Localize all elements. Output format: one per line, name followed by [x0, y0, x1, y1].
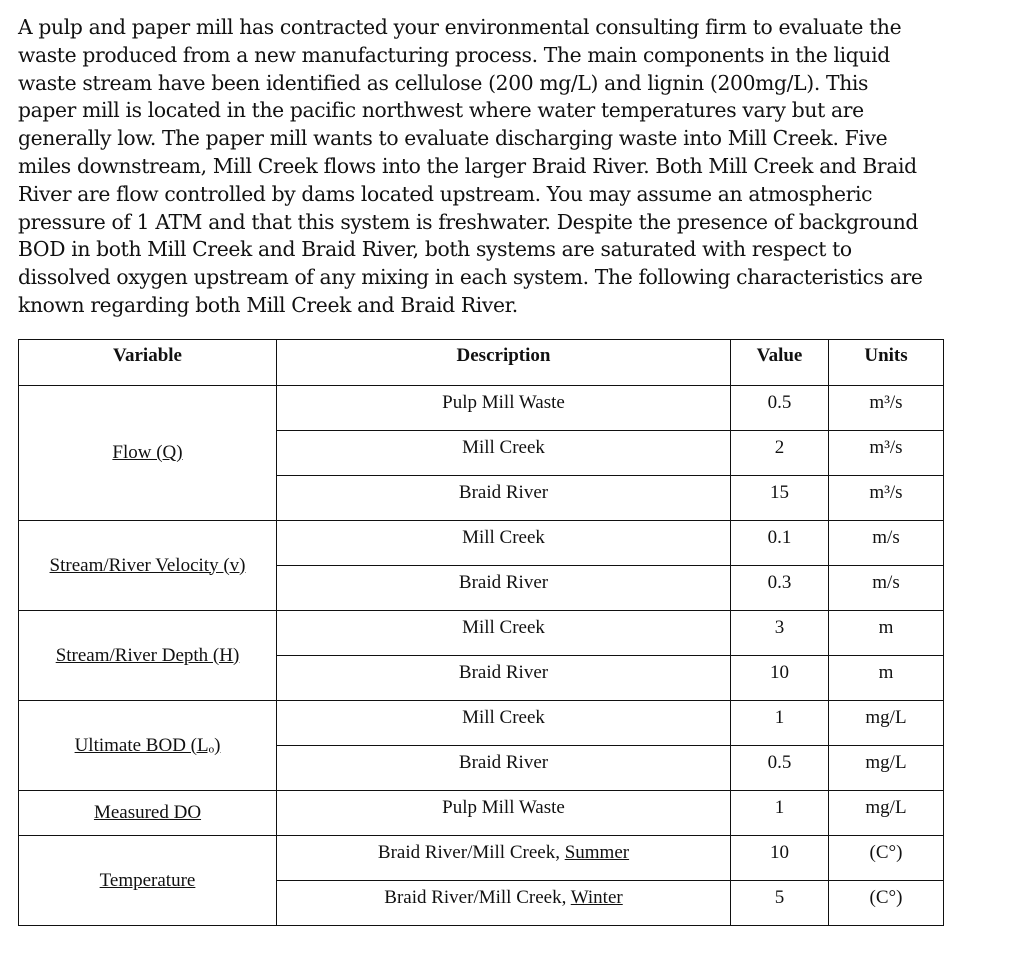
paragraph-line: miles downstream, Mill Creek flows into the larger Braid River. Both Mill Creek and Braid [18, 153, 917, 178]
units-cell: mg/L [829, 746, 944, 791]
description-cell: Mill Creek [277, 701, 731, 746]
description-cell: Mill Creek [277, 611, 731, 656]
header-variable: Variable [19, 340, 277, 386]
variable-temperature: Temperature [19, 836, 277, 926]
table-row [19, 521, 944, 566]
header-value: Value [731, 340, 829, 386]
header-description: Description [277, 340, 731, 386]
value-cell: 5 [731, 881, 829, 926]
description-cell [277, 881, 731, 926]
variable-measured-do: Measured DO [19, 791, 277, 836]
units-cell: m³/s [829, 386, 944, 431]
value-cell: 10 [731, 836, 829, 881]
description-cell: Mill Creek [277, 521, 731, 566]
variable-ultimate-bod: Ultimate BOD (Lₒ) [19, 701, 277, 791]
value-cell: 0.1 [731, 521, 829, 566]
value-cell: 2 [731, 431, 829, 476]
value-cell: 1 [731, 701, 829, 746]
description-cell: Braid River [277, 746, 731, 791]
units-cell: m³/s [829, 476, 944, 521]
units-cell: m [829, 611, 944, 656]
table-row [19, 386, 944, 431]
season-label: Winter [570, 887, 623, 908]
description-cell: Braid River [277, 566, 731, 611]
units-cell: mg/L [829, 701, 944, 746]
paragraph-line: pressure of 1 ATM and that this system is freshwater. Despite the presence of background [18, 209, 919, 234]
table-header-row [19, 340, 944, 386]
paragraph-line: River are flow controlled by dams located upstream. You may assume an atmospheric [18, 181, 873, 206]
units-cell: m [829, 656, 944, 701]
table-row [19, 701, 944, 746]
table-row [19, 836, 944, 881]
paragraph-line: known regarding both Mill Creek and Braid River. [18, 292, 518, 317]
season-label: Summer [564, 842, 630, 863]
value-cell: 0.5 [731, 746, 829, 791]
table-row [19, 791, 944, 836]
value-cell: 10 [731, 656, 829, 701]
description-cell [277, 836, 731, 881]
description-prefix: Braid River/Mill Creek, [384, 887, 571, 908]
value-cell: 0.3 [731, 566, 829, 611]
paragraph-line: dissolved oxygen upstream of any mixing in each system. The following characteristics are [18, 265, 923, 290]
value-cell: 1 [731, 791, 829, 836]
description-cell: Mill Creek [277, 431, 731, 476]
units-cell: (C°) [829, 881, 944, 926]
problem-statement [18, 14, 938, 320]
description-cell: Braid River [277, 476, 731, 521]
units-cell: m/s [829, 521, 944, 566]
description-cell: Braid River [277, 656, 731, 701]
value-cell: 3 [731, 611, 829, 656]
value-cell: 15 [731, 476, 829, 521]
description-cell: Pulp Mill Waste [277, 791, 731, 836]
units-cell: m³/s [829, 431, 944, 476]
units-cell: mg/L [829, 791, 944, 836]
variable-flow: Flow (Q) [19, 386, 277, 521]
value-cell: 0.5 [731, 386, 829, 431]
variable-depth: Stream/River Depth (H) [19, 611, 277, 701]
paragraph-line: BOD in both Mill Creek and Braid River, both systems are saturated with respect to [18, 237, 852, 262]
units-cell: m/s [829, 566, 944, 611]
paragraph-line: paper mill is located in the pacific northwest where water temperatures vary but are [18, 98, 864, 123]
description-prefix: Braid River/Mill Creek, [377, 842, 565, 863]
variable-velocity: Stream/River Velocity (v) [19, 521, 277, 611]
description-cell: Pulp Mill Waste [277, 386, 731, 431]
characteristics-table [18, 339, 944, 926]
paragraph-line: waste produced from a new manufacturing process. The main components in the liquid [18, 42, 890, 67]
paragraph-line: A pulp and paper mill has contracted your environmental consulting firm to evaluate the [18, 15, 902, 39]
table-row [19, 611, 944, 656]
header-units: Units [829, 340, 944, 386]
units-cell: (C°) [829, 836, 944, 881]
paragraph-line: waste stream have been identified as cellulose (200 mg/L) and lignin (200mg/L). This [18, 70, 869, 95]
paragraph-line: generally low. The paper mill wants to evaluate discharging waste into Mill Creek. Five [18, 126, 888, 151]
